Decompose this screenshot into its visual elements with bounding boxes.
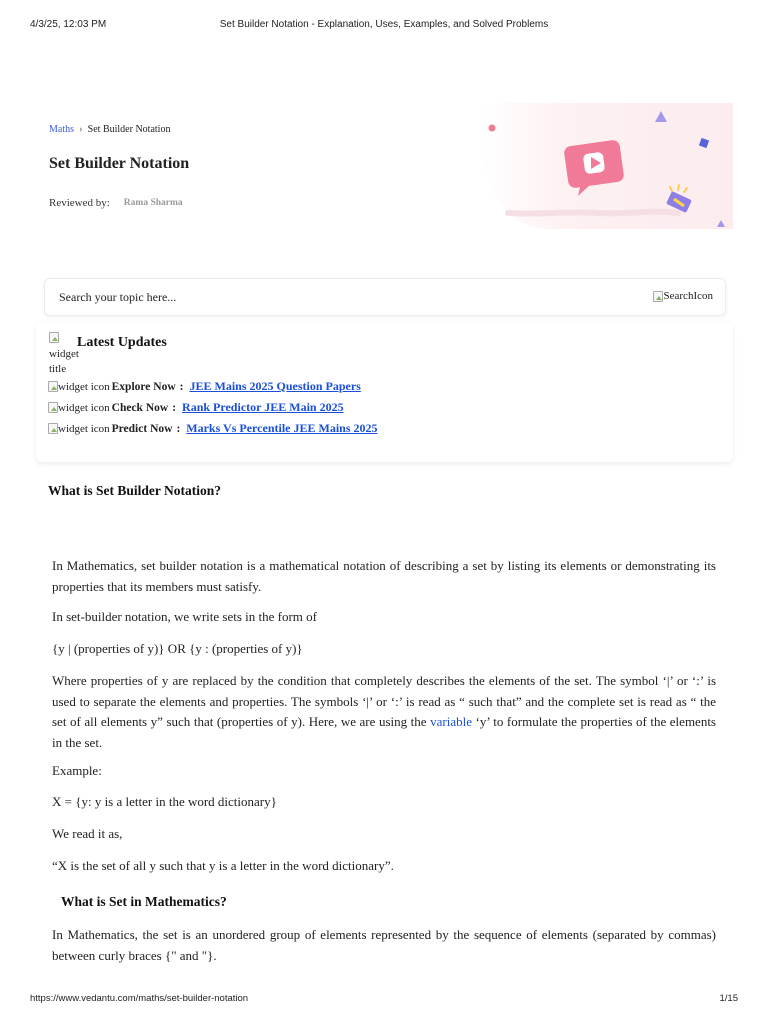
breadcrumb-current: Set Builder Notation xyxy=(87,123,171,135)
reviewer-name[interactable]: Rama Sharma xyxy=(123,198,183,208)
paragraph-text: ‘y’ to formulate the properties of the elements in the set. xyxy=(52,714,716,750)
search-icon[interactable] xyxy=(653,290,713,302)
update-item-label: Predict Now xyxy=(111,422,173,435)
search-bar xyxy=(44,278,726,316)
paragraph: In Mathematics, the set is an unordered group of elements represented by the sequence of elements (separated by commas) between curly braces {" and "}. xyxy=(52,927,716,963)
update-item: widget icon Predict Now : Marks Vs Percentile JEE Mains 2025 xyxy=(48,421,378,436)
broken-image-icon xyxy=(49,332,59,343)
widget-icon xyxy=(48,381,58,392)
reviewed-by xyxy=(49,197,183,209)
widget-icon-alt-text: widget icon xyxy=(58,380,110,393)
print-timestamp: 4/3/25, 12:03 PM xyxy=(30,19,107,30)
broken-image-icon xyxy=(653,291,663,302)
video-illustration-icon xyxy=(478,103,733,229)
print-document-title: Set Builder Notation - Explanation, Uses, Examples, and Solved Problems xyxy=(219,19,549,30)
chevron-right-icon: › xyxy=(79,123,83,135)
latest-updates-widget xyxy=(36,322,733,462)
paragraph: In set-builder notation, we write sets in the form of xyxy=(52,609,317,624)
breadcrumb-maths-link[interactable]: Maths xyxy=(49,123,74,135)
breadcrumb xyxy=(49,123,170,135)
widget-icon xyxy=(48,423,58,434)
variable-link[interactable]: variable xyxy=(430,714,472,729)
reviewed-by-label: Reviewed by: xyxy=(49,197,110,209)
update-item: widget icon Check Now : Rank Predictor JEE Main 2025 xyxy=(48,400,344,415)
update-item-label: Check Now xyxy=(111,401,169,414)
widget-title-alt-text: widget title xyxy=(49,348,79,375)
search-input[interactable] xyxy=(59,279,599,315)
notation-formula: {y | (properties of y)} OR {y : (properties of y)} xyxy=(52,641,303,656)
paragraph-text: Where properties of y are replaced by the condition that completely describes the elements of the set. The symbol ‘|’ or ‘:’ is used to separate the elements and properties. The symbols ‘|’ or ‘:’ is read as “ such that” and the complete set is read as “ the set of all elements y” such that (properties of y). Here, we are using the xyxy=(52,673,716,729)
print-url: https://www.vedantu.com/maths/set-builder-notation xyxy=(30,993,249,1004)
paragraph: Example: xyxy=(52,763,102,778)
hero-illustration xyxy=(478,103,733,229)
update-item: widget icon Explore Now : JEE Mains 2025 Question Papers xyxy=(48,379,361,394)
update-item-link[interactable]: Rank Predictor JEE Main 2025 xyxy=(182,400,344,414)
widget-icon-alt-text: widget icon xyxy=(58,422,110,435)
search-icon-alt-text: SearchIcon xyxy=(663,290,713,302)
page-number: 1/15 xyxy=(719,993,738,1004)
update-item-link[interactable]: JEE Mains 2025 Question Papers xyxy=(189,379,361,393)
print-header xyxy=(0,19,768,33)
update-item-label: Explore Now xyxy=(111,380,176,393)
print-footer xyxy=(0,993,768,1007)
widget-icon xyxy=(48,402,58,413)
paragraph: We read it as, xyxy=(52,826,123,841)
page-title: Set Builder Notation xyxy=(49,155,190,172)
example-formula: X = {y: y is a letter in the word dictionary} xyxy=(52,794,277,809)
paragraph xyxy=(52,671,716,753)
subsection-heading: What is Set in Mathematics? xyxy=(61,894,227,909)
widget-icon-alt-text: widget icon xyxy=(58,401,110,414)
latest-updates-title: Latest Updates xyxy=(77,335,167,350)
paragraph: “X is the set of all y such that y is a letter in the word dictionary”. xyxy=(52,858,394,873)
update-item-link[interactable]: Marks Vs Percentile JEE Mains 2025 xyxy=(186,421,378,435)
paragraph: In Mathematics, set builder notation is a mathematical notation of describing a set by listing its elements or demonstrating its properties that its members must satisfy. xyxy=(52,558,716,594)
section-heading: What is Set Builder Notation? xyxy=(48,483,222,498)
